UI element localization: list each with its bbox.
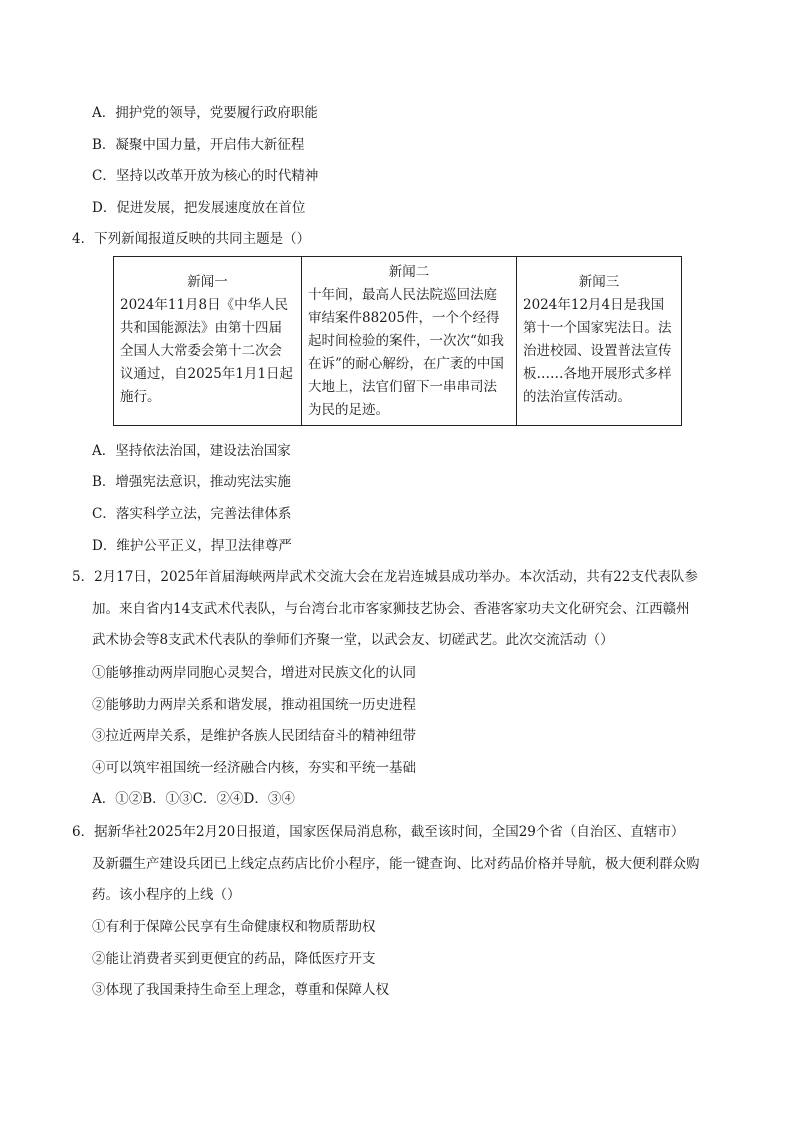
q5-options: A．①②B．①③C．②④D．③④ [92, 791, 295, 807]
news-table [113, 256, 682, 426]
news-body-1: 2024年11月8日《中华人民共和国能源法》由第十四届全国人大常委会第十二次会议通过，自2025年1月1日起施行。 [120, 297, 294, 405]
q6-statement-1: ①有利于保障公民享有生命健康权和物质帮助权 [92, 919, 376, 935]
q6-stem-line-2: 及新疆生产建设兵团已上线定点药店比价小程序，能一键查询、比对药品价格并导航，极大便利群众购 [92, 856, 700, 872]
q6-stem-line-3: 药。该小程序的上线（） [92, 887, 241, 903]
q5-stem-line-1: 5．2月17日，2025年首届海峡两岸武术交流大会在龙岩连城县成功举办。本次活动，共有22支代表队参 [72, 569, 698, 585]
news-cell-3 [517, 257, 682, 426]
q3-option-c: C．坚持以改革开放为核心的时代精神 [92, 168, 319, 184]
q6-statement-3: ③体现了我国秉持生命至上理念，尊重和保障人权 [92, 982, 389, 998]
q5-statement-3: ③拉近两岸关系，是维护各族人民团结奋斗的精神纽带 [92, 728, 416, 744]
q3-option-a: A．拥护党的领导，党要履行政府职能 [92, 105, 318, 121]
news-body-2: 十年间，最高人民法院巡回法庭审结案件88205件，一个个经得起时间检验的案件，一次次“如我在诉”的耐心解纷，在广袤的中国大地上，法官们留下一串串司法为民的足迹。 [308, 287, 504, 418]
q4-option-c: C．落实科学立法，完善法律体系 [92, 506, 292, 522]
q4-stem: 4．下列新闻报道反映的共同主题是（） [72, 231, 311, 247]
q6-stem-line-1: 6．据新华社2025年2月20日报道，国家医保局消息称，截至该时间，全国29个省（自治区、直辖市） [72, 824, 685, 840]
news-title-3: 新闻三 [578, 274, 620, 290]
q5-stem-line-3: 武术协会等8支武术代表队的拳师们齐聚一堂，以武会友、切磋武艺。此次交流活动（） [92, 632, 614, 648]
q5-statement-1: ①能够推动两岸同胞心灵契合，增进对民族文化的认同 [92, 665, 416, 681]
news-cell-1 [114, 257, 302, 426]
news-title-1: 新闻一 [187, 274, 228, 290]
q5-statement-4: ④可以筑牢祖国统一经济融合内核，夯实和平统一基础 [92, 760, 416, 776]
q4-option-d: D．维护公平正义，捍卫法律尊严 [92, 538, 292, 554]
q3-option-d: D．促进发展，把发展速度放在首位 [92, 200, 306, 216]
news-title-2: 新闻二 [388, 264, 430, 280]
q5-stem-line-2: 加。来自省内14支武术代表队，与台湾台北市客家狮技艺协会、香港客家功夫文化研究会、江西赣州 [92, 601, 690, 617]
news-body-3: 2024年12月4日是我国第十一个国家宪法日。法治进校园、设置普法宣传板……各地开展形式多样的法治宣传活动。 [523, 297, 672, 405]
news-cell-2 [302, 257, 517, 426]
q6-statement-2: ②能让消费者买到更便宜的药品，降低医疗开支 [92, 951, 376, 967]
q3-option-b: B．凝聚中国力量，开启伟大新征程 [92, 137, 305, 153]
q4-option-b: B．增强宪法意识，推动宪法实施 [92, 474, 291, 490]
q4-option-a: A．坚持依法治国，建设法治国家 [92, 443, 291, 459]
q5-statement-2: ②能够助力两岸关系和谐发展，推动祖国统一历史进程 [92, 697, 416, 713]
